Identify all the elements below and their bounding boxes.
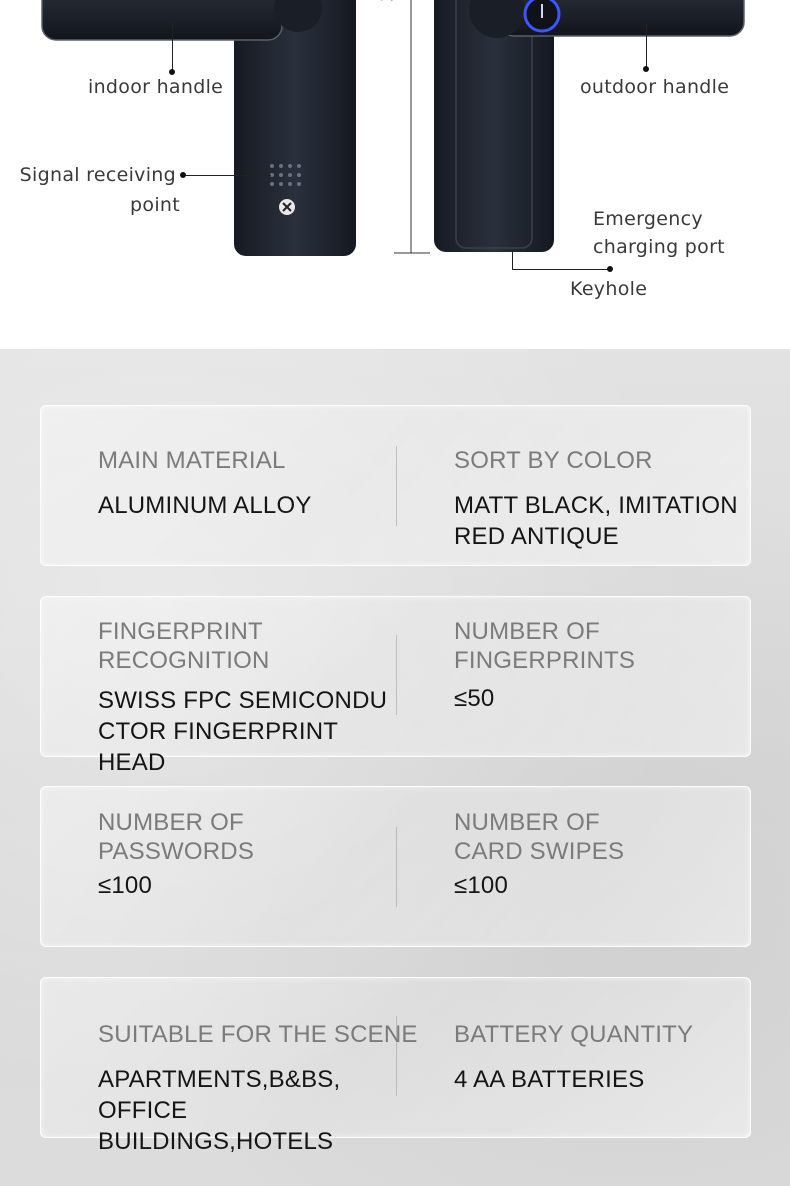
signal-label-line2: point [130,194,180,216]
spec-heading-line2: RECOGNITION [98,647,270,674]
indoor-handle-leader [172,22,173,72]
spec-number-of-passwords [98,808,398,901]
spec-heading-line1: NUMBER OF [454,618,600,645]
indoor-handle-label: indoor handle [88,76,224,98]
dimension-label [378,0,398,2]
spec-heading: MAIN MATERIAL [98,447,286,474]
outdoor-handle-label: outdoor handle [580,76,730,98]
spec-value-line1: SWISS FPC SEMICONDU [98,687,388,714]
spec-value: 4 AA BATTERIES [454,1066,645,1093]
spec-card-material-color [40,405,751,566]
keyhole-dot [607,266,613,272]
indoor-handle-dot [169,69,175,75]
spec-value-line1: MATT BLACK, IMITATION [454,492,738,519]
spec-number-of-fingerprints [454,617,754,714]
spec-main-material [98,446,398,521]
dimension-line [394,0,430,253]
emergency-label-line1: Emergency [593,208,703,230]
spec-heading-line2: PASSWORDS [98,838,255,865]
signal-dot [180,172,186,178]
spec-heading-line2: FINGERPRINTS [454,647,636,674]
spec-heading-line1: NUMBER OF [454,809,600,836]
specifications-section [0,349,790,1186]
outdoor-handle-leader [646,24,647,70]
spec-heading: BATTERY QUANTITY [454,1021,694,1048]
spec-heading: SUITABLE FOR THE SCENE [98,1021,418,1048]
signal-label-line1: Signal receiving [19,164,176,186]
signal-leader [183,175,271,176]
spec-card-passwords-cards [40,786,751,947]
product-diagram [0,0,790,349]
indoor-lock [42,0,356,256]
spec-number-of-card-swipes [454,808,754,901]
spec-value-line2: RED ANTIQUE [454,523,619,550]
keyhole-leader-vertical [512,250,513,270]
spec-fingerprint-recognition [98,617,398,778]
keyhole-leader-horizontal [512,269,610,270]
spec-value: ≤100 [98,872,153,899]
spec-heading-line1: FINGERPRINT [98,618,263,645]
spec-value: ≤50 [454,685,495,712]
spec-battery-quantity [454,1020,754,1095]
indoor-handle-shape [42,0,282,40]
spec-heading-line1: NUMBER OF [98,809,244,836]
spec-heading: SORT BY COLOR [454,447,653,474]
spec-value-line2: OFFICE BUILDINGS,HOTELS [98,1097,334,1155]
spec-heading-line2: CARD SWIPES [454,838,625,865]
spec-suitable-for-scene [98,1020,418,1157]
keyhole-label: Keyhole [570,278,648,300]
emergency-label-line2: charging port [593,236,725,258]
spec-value: ≤100 [454,872,509,899]
spec-value-line2: CTOR FINGERPRINT HEAD [98,718,338,776]
outdoor-handle-dot [643,66,649,72]
spec-value-line1: APARTMENTS,B&BS, [98,1066,341,1093]
spec-value: ALUMINUM ALLOY [98,492,312,519]
spec-card-fingerprint [40,596,751,776]
spec-card-scene-battery [40,977,751,1155]
spec-sort-by-color [454,446,754,552]
